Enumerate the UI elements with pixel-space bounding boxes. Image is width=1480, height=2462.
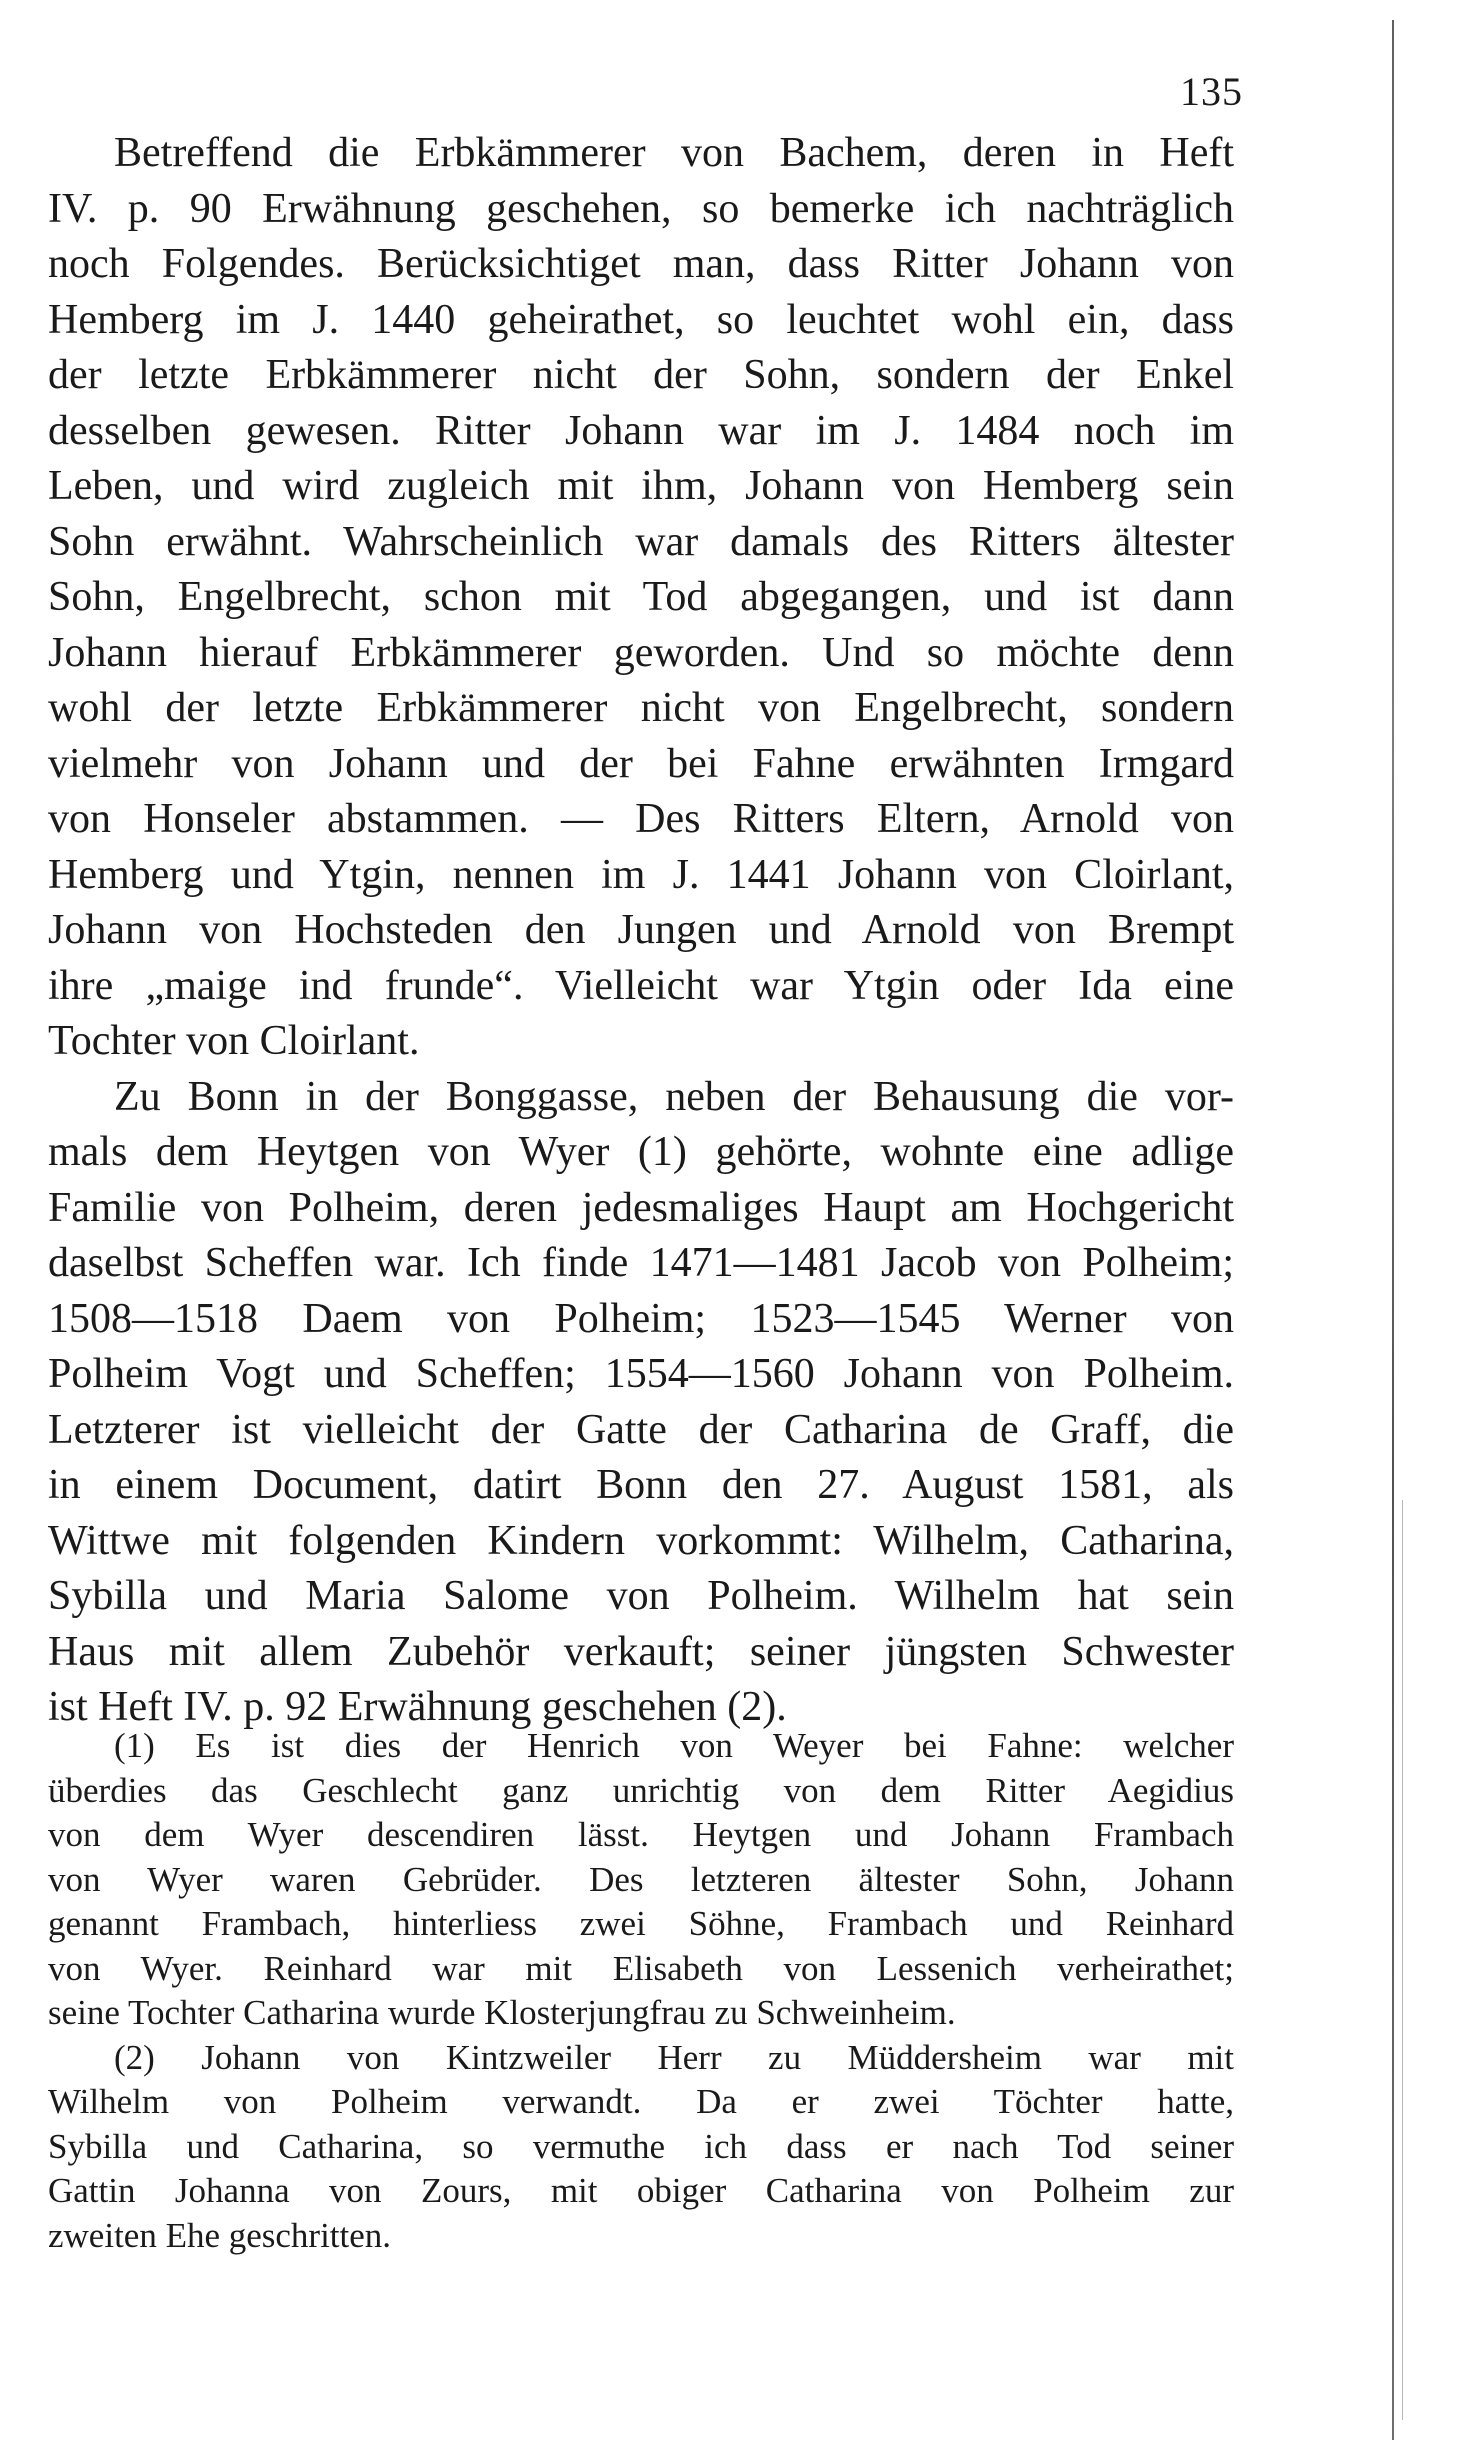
paragraph-erbkaemmerer [48, 126, 1234, 1070]
main-text [48, 126, 1234, 1736]
footnote-line: von dem Wyer descendiren lässt. Heytgen und Johann Frambach [48, 1815, 1234, 1854]
footnote-line: überdies das Geschlecht ganz unrichtig von dem Ritter Aegidius [48, 1770, 1234, 1810]
text-line: Sohn, Engelbrecht, schon mit Tod abgegangen, und ist dann [48, 574, 1234, 620]
binding-edge-line [1392, 20, 1394, 2440]
footnote-line: von Wyer. Reinhard war mit Elisabeth von Lessenich verheirathet; [48, 1948, 1234, 1988]
binding-edge-shadow [1402, 1500, 1403, 2420]
footnote-line: zweiten Ehe geschritten. [48, 2215, 392, 2255]
text-line: daselbst Scheffen war. Ich finde 1471—1481 Jacob von Polheim; [48, 1240, 1234, 1286]
text-line: Zu Bonn in der Bonggasse, neben der Behausung die vor- [114, 1073, 1234, 1120]
footnote-line: Wilhelm von Polheim verwandt. Da er zwei Töchter hatte, [48, 2082, 1234, 2121]
text-line: Haus mit allem Zubehör verkauft; seiner jüngsten Schwester [48, 1628, 1234, 1675]
text-line: 1508—1518 Daem von Polheim; 1523—1545 Werner von [48, 1295, 1234, 1342]
text-line: IV. p. 90 Erwähnung geschehen, so bemerke ich nachträglich [48, 185, 1234, 232]
text-line: Hemberg im J. 1440 geheirathet, so leuchtet wohl ein, dass [48, 296, 1234, 343]
text-line: Polheim Vogt und Scheffen; 1554—1560 Johann von Polheim. [48, 1351, 1234, 1397]
text-line: Betreffend die Erbkämmerer von Bachem, deren in Heft [114, 130, 1234, 176]
footnote-line: seine Tochter Catharina wurde Klosterjungfrau zu Schweinheim. [48, 1993, 956, 2032]
text-line: Sybilla und Maria Salome von Polheim. Wilhelm hat sein [48, 1573, 1234, 1619]
text-line: Johann von Hochsteden den Jungen und Arnold von Brempt [48, 907, 1234, 953]
footnote-1 [48, 1724, 1234, 2036]
text-line: Sohn erwähnt. Wahrscheinlich war damals des Ritters ältester [48, 518, 1234, 565]
page-number: 135 [1180, 69, 1243, 114]
text-line: mals dem Heytgen von Wyer (1) gehörte, wohnte eine adlige [48, 1129, 1234, 1175]
text-line: ist Heft IV. p. 92 Erwähnung geschehen (2). [48, 1684, 787, 1730]
text-line: in einem Document, datirt Bonn den 27. August 1581, als [48, 1462, 1234, 1508]
footnote-line: (2) Johann von Kintzweiler Herr zu Müddersheim war mit [114, 2037, 1234, 2077]
text-line: Wittwe mit folgenden Kindern vorkommt: Wilhelm, Catharina, [48, 1517, 1234, 1564]
text-line: desselben gewesen. Ritter Johann war im J. 1484 noch im [48, 407, 1234, 454]
footnote-line: Sybilla und Catharina, so vermuthe ich dass er nach Tod seiner [48, 2126, 1234, 2166]
paragraph-polheim [48, 1070, 1234, 1736]
text-line: Hemberg und Ytgin, nennen im J. 1441 Johann von Cloirlant, [48, 851, 1234, 898]
text-line: Johann hierauf Erbkämmerer geworden. Und so möchte denn [48, 629, 1234, 676]
footnote-line: genannt Frambach, hinterliess zwei Söhne, Frambach und Reinhard [48, 1904, 1234, 1943]
text-line: Tochter von Cloirlant. [48, 1018, 420, 1064]
footnote-2 [48, 2036, 1234, 2259]
text-line: Familie von Polheim, deren jedesmaliges Haupt am Hochgericht [48, 1184, 1234, 1231]
text-line: wohl der letzte Erbkämmerer nicht von Engelbrecht, sondern [48, 685, 1234, 731]
text-line: Letzterer ist vielleicht der Gatte der Catharina de Graff, die [48, 1406, 1234, 1453]
footnote-line: von Wyer waren Gebrüder. Des letzteren ältester Sohn, Johann [48, 1859, 1234, 1899]
text-line: ihre „maige ind frunde“. Vielleicht war Ytgin oder Ida eine [48, 962, 1234, 1009]
text-line: vielmehr von Johann und der bei Fahne erwähnten Irmgard [48, 740, 1234, 787]
text-line: der letzte Erbkämmerer nicht der Sohn, sondern der Enkel [48, 352, 1234, 398]
footnote-line: (1) Es ist dies der Henrich von Weyer bei Fahne: welcher [114, 1726, 1234, 1765]
footnotes [48, 1724, 1234, 2258]
text-line: noch Folgendes. Berücksichtiget man, dass Ritter Johann von [48, 241, 1234, 287]
footnote-line: Gattin Johanna von Zours, mit obiger Catharina von Polheim zur [48, 2171, 1234, 2210]
text-line: von Honseler abstammen. — Des Ritters Eltern, Arnold von [48, 796, 1234, 842]
text-line: Leben, und wird zugleich mit ihm, Johann von Hemberg sein [48, 463, 1234, 509]
